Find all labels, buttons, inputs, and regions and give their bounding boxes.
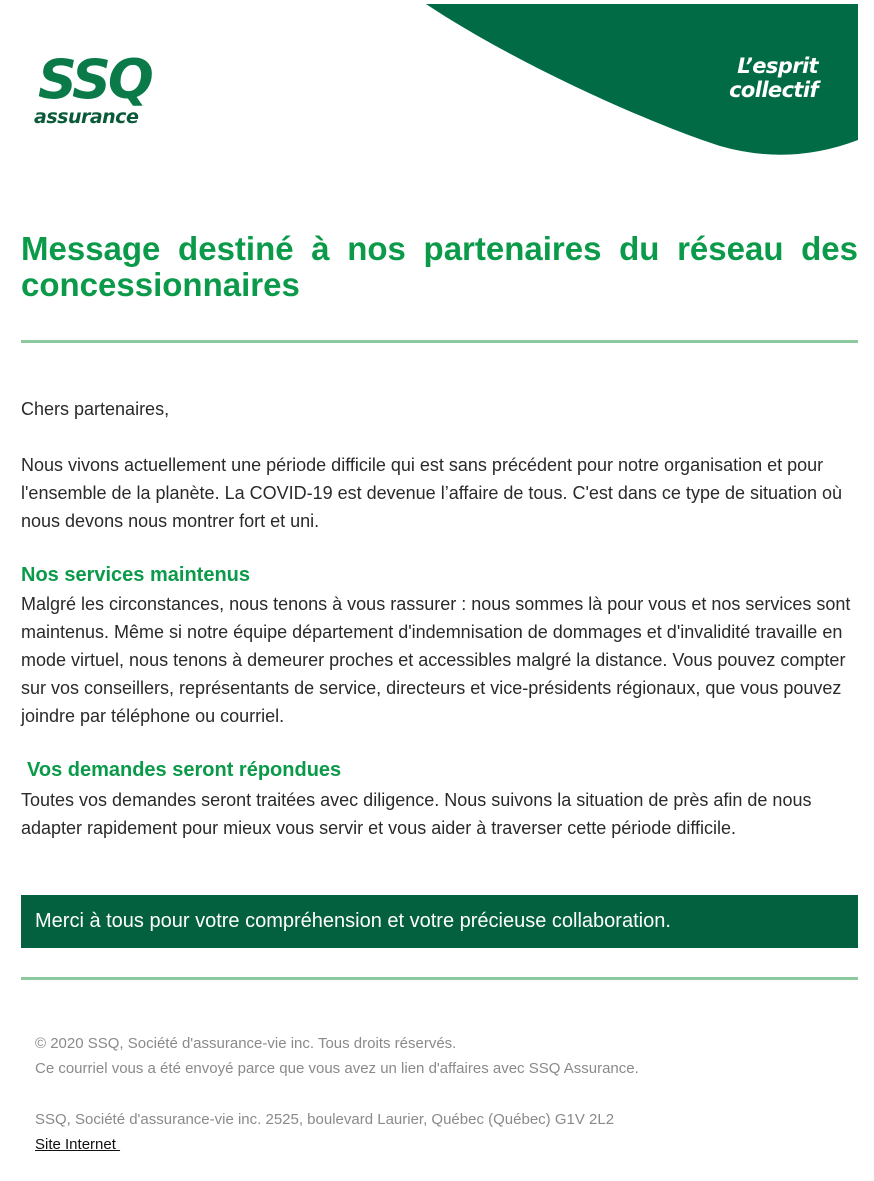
footer-address: SSQ, Société d'assurance-vie inc. 2525, boulevard Laurier, Québec (Québec) G1V 2L2 <box>35 1111 615 1128</box>
tagline-line-1: L’esprit <box>737 54 818 78</box>
section-heading-services: Nos services maintenus <box>21 564 250 586</box>
section-text-requests: Toutes vos demandes seront traitées avec diligence. Nous suivons la situation de près afin de nous adapter rapidement pour mieux vous servir et vous aider à traverser cette période difficile. <box>21 790 812 838</box>
website-link[interactable]: Site Internet <box>35 1136 121 1153</box>
intro-paragraph: Nous vivons actuellement une période difficile qui est sans précédent pour notre organisation et pour l'ensemble de la planète. La COVID-19 est devenue l’affaire de tous. C'est dans ce type de situation où nous devons nous montrer fort et uni. <box>21 455 843 531</box>
email-header <box>0 0 874 160</box>
tagline <box>678 54 818 102</box>
footer-copyright: © 2020 SSQ, Société d'assurance-vie inc. Tous droits réservés. <box>35 1035 457 1052</box>
logo-subtitle: assurance <box>34 106 139 128</box>
thanks-banner: Merci à tous pour votre compréhension et votre précieuse collaboration. <box>21 895 858 948</box>
greeting: Chers partenaires, <box>21 399 170 419</box>
ssq-logo[interactable] <box>34 50 184 130</box>
divider-bottom <box>21 977 858 980</box>
section-heading-requests: Vos demandes seront répondues <box>27 759 342 781</box>
divider-top <box>21 340 858 343</box>
page-title: Message destiné à nos partenaires du réseau des concessionnaires <box>21 230 858 303</box>
footer-notice: Ce courriel vous a été envoyé parce que vous avez un lien d'affaires avec SSQ Assurance. <box>35 1060 639 1077</box>
tagline-line-2: collectif <box>729 78 818 102</box>
section-text-services: Malgré les circonstances, nous tenons à vous rassurer : nous sommes là pour vous et nos services sont maintenus. Même si notre équipe département d'indemnisation de dommages et d'invalidité travaille en mode virtuel, nous tenons à demeurer proches et accessibles malgré la distance. Vous pouvez compter sur vos conseillers, représentants de service, directeurs et vice-présidents régionaux, que vous pouvez joindre par téléphone ou courriel. <box>21 594 851 726</box>
logo-mark: SSQ <box>38 48 151 111</box>
